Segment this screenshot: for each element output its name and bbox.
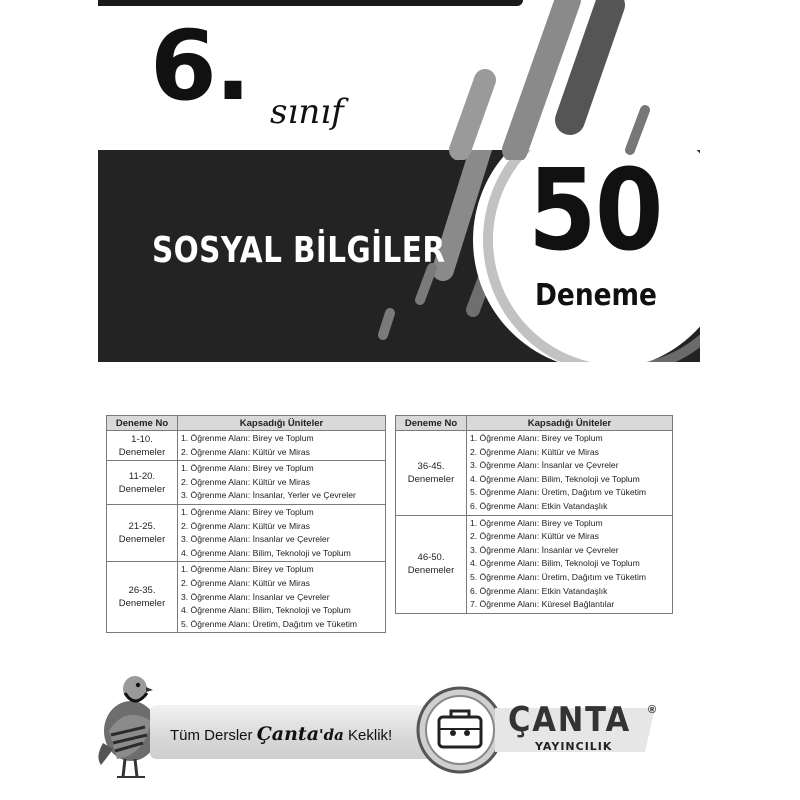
deneme-range: 46-50. Denemeler bbox=[396, 515, 467, 613]
decor-stripe bbox=[460, 80, 485, 150]
subject-title: SOSYAL BİLGİLER bbox=[152, 230, 446, 271]
header-units: Kapsadığı Üniteler bbox=[178, 416, 386, 431]
slogan-suffix: 'da bbox=[319, 726, 344, 744]
header-deneme-no: Deneme No bbox=[396, 416, 467, 431]
unit-item: 5. Öğrenme Alanı: Üretim, Dağıtım ve Tüketim bbox=[470, 487, 647, 498]
unit-item: 6. Öğrenme Alanı: Etkin Vatandaşlık bbox=[470, 500, 608, 511]
unit-item: 4. Öğrenme Alanı: Bilim, Teknoloji ve Toplum bbox=[181, 547, 351, 558]
unit-item: 6. Öğrenme Alanı: Etkin Vatandaşlık bbox=[470, 585, 608, 596]
slogan-before: Tüm Dersler bbox=[170, 727, 257, 744]
unit-item: 4. Öğrenme Alanı: Bilim, Teknoloji ve Toplum bbox=[470, 473, 640, 484]
table-header-row bbox=[396, 416, 673, 431]
units-list bbox=[178, 562, 386, 633]
unit-item: 4. Öğrenme Alanı: Bilim, Teknoloji ve Toplum bbox=[470, 558, 640, 569]
test-count: 50 bbox=[528, 146, 662, 276]
unit-item: 3. Öğrenme Alanı: İnsanlar ve Çevreler bbox=[181, 534, 330, 545]
unit-item: 1. Öğrenme Alanı: Birey ve Toplum bbox=[181, 463, 314, 474]
unit-item: 1. Öğrenme Alanı: Birey ve Toplum bbox=[470, 517, 603, 528]
deneme-range: 36-45. Denemeler bbox=[396, 431, 467, 516]
unit-item: 1. Öğrenme Alanı: Birey ve Toplum bbox=[470, 433, 603, 443]
slogan-after: Keklik! bbox=[343, 727, 393, 744]
table-row bbox=[107, 431, 386, 461]
unit-item: 4. Öğrenme Alanı: Bilim, Teknoloji ve Toplum bbox=[181, 605, 351, 616]
unit-item: 2. Öğrenme Alanı: Kültür ve Miras bbox=[181, 577, 310, 588]
units-table-left-body bbox=[107, 431, 386, 633]
deneme-range: 11-20. Denemeler bbox=[107, 461, 178, 505]
unit-item: 2. Öğrenme Alanı: Kültür ve Miras bbox=[181, 446, 310, 457]
unit-item: 2. Öğrenme Alanı: Kültür ve Miras bbox=[470, 446, 599, 457]
logo-name: ÇANTA bbox=[508, 700, 631, 740]
units-table-left bbox=[106, 415, 386, 633]
briefcase-icon bbox=[415, 685, 505, 775]
decor-stripe bbox=[570, 5, 610, 120]
unit-item: 2. Öğrenme Alanı: Kültür ve Miras bbox=[470, 531, 599, 542]
grade-word: sınıf bbox=[270, 92, 344, 132]
logo-subtitle: YAYINCILIK bbox=[535, 740, 613, 753]
units-table-right bbox=[395, 415, 673, 614]
table-header-row bbox=[107, 416, 386, 431]
unit-item: 2. Öğrenme Alanı: Kültür ve Miras bbox=[181, 476, 310, 487]
units-list bbox=[178, 461, 386, 505]
table-row bbox=[396, 515, 673, 613]
slogan-brand: Çanta bbox=[256, 723, 320, 745]
units-list bbox=[178, 431, 386, 461]
unit-item: 3. Öğrenme Alanı: İnsanlar ve Çevreler bbox=[470, 460, 619, 471]
test-word: Deneme bbox=[535, 278, 657, 313]
unit-item: 7. Öğrenme Alanı: Küresel Bağlantılar bbox=[470, 599, 615, 610]
unit-item: 1. Öğrenme Alanı: Birey ve Toplum bbox=[181, 433, 314, 443]
unit-item: 5. Öğrenme Alanı: Üretim, Dağıtım ve Tüketim bbox=[181, 618, 358, 629]
deneme-range: 21-25. Denemeler bbox=[107, 504, 178, 561]
unit-item: 1. Öğrenme Alanı: Birey ve Toplum bbox=[181, 564, 314, 575]
units-list bbox=[467, 431, 673, 516]
table-row bbox=[396, 431, 673, 516]
unit-item: 2. Öğrenme Alanı: Kültür ve Miras bbox=[181, 520, 310, 531]
table-row bbox=[107, 504, 386, 561]
unit-item: 5. Öğrenme Alanı: Üretim, Dağıtım ve Tüketim bbox=[470, 571, 647, 582]
header-deneme-no: Deneme No bbox=[107, 416, 178, 431]
deneme-range: 1-10. Denemeler bbox=[107, 431, 178, 461]
decor-stripe bbox=[630, 110, 645, 150]
registered-mark: ® bbox=[648, 704, 657, 716]
unit-item: 3. Öğrenme Alanı: İnsanlar, Yerler ve Çevreler bbox=[181, 490, 356, 501]
top-decoration bbox=[300, 0, 720, 160]
units-list bbox=[178, 504, 386, 561]
unit-item: 3. Öğrenme Alanı: İnsanlar ve Çevreler bbox=[470, 544, 619, 555]
slogan bbox=[170, 723, 392, 745]
grade-number: 6. bbox=[150, 10, 250, 122]
unit-item: 3. Öğrenme Alanı: İnsanlar ve Çevreler bbox=[181, 591, 330, 602]
decor-stripe bbox=[420, 268, 432, 300]
unit-item: 1. Öğrenme Alanı: Birey ve Toplum bbox=[181, 506, 314, 517]
table-row bbox=[107, 562, 386, 633]
table-row bbox=[107, 461, 386, 505]
units-table-right-body bbox=[396, 431, 673, 614]
units-list bbox=[467, 515, 673, 613]
deneme-range: 26-35. Denemeler bbox=[107, 562, 178, 633]
decor-stripe bbox=[383, 313, 390, 335]
header-units: Kapsadığı Üniteler bbox=[467, 416, 673, 431]
